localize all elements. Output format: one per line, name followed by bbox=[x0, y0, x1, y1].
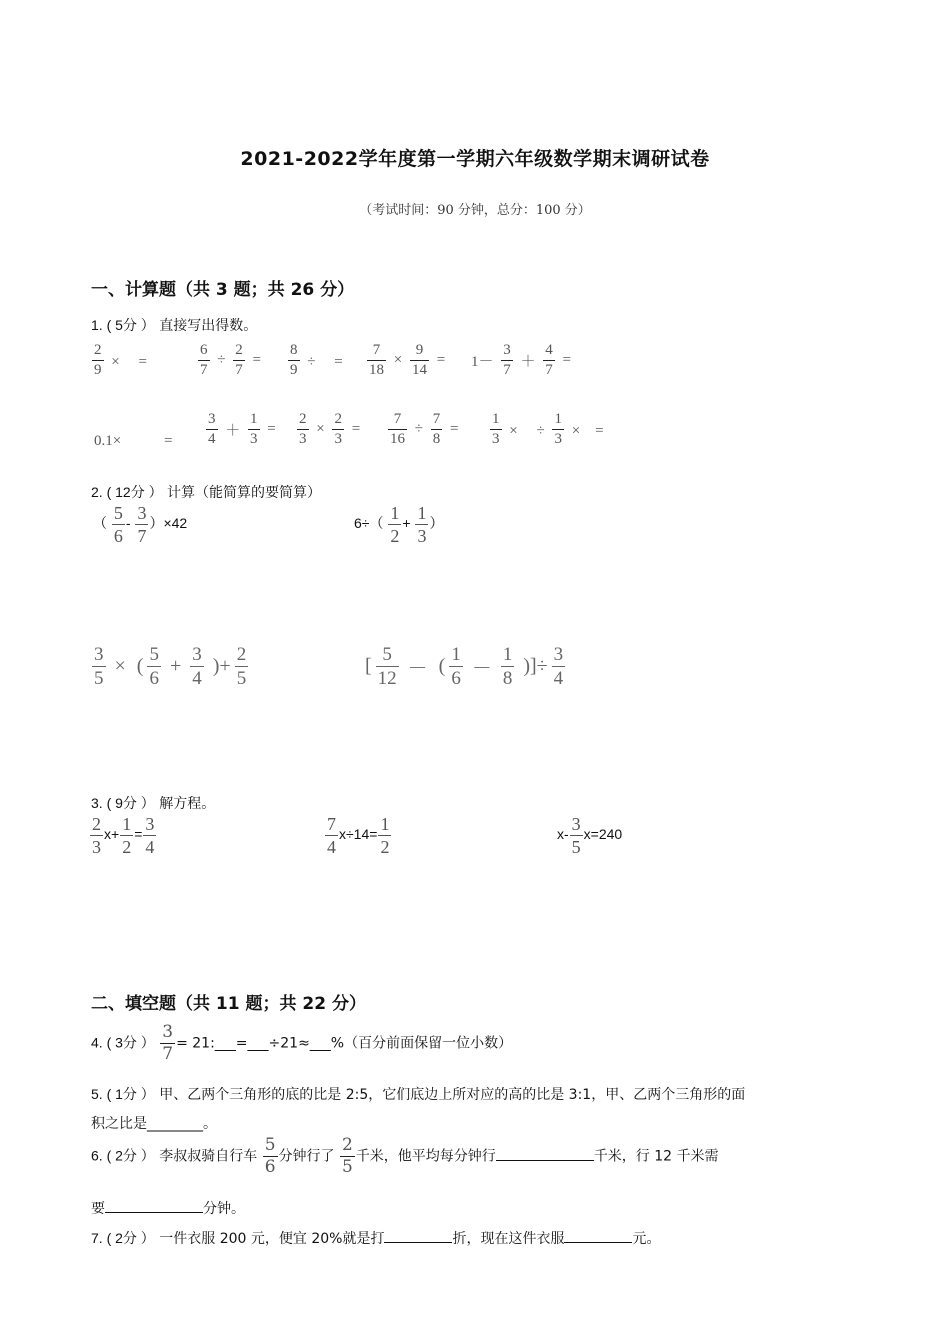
question-text: 甲、乙两个三角形的底的比是 2:5，它们底边上所对应的高的比是 3:1，甲、乙两个三角形的面 bbox=[159, 1087, 746, 1103]
numerator: 1 bbox=[492, 411, 500, 427]
operator: × bbox=[316, 421, 325, 437]
page-title: 2021-2022学年度第一学期六年级数学期末调研试卷 bbox=[240, 148, 710, 170]
denominator: 18 bbox=[369, 362, 384, 378]
paren-open: （ bbox=[93, 515, 107, 532]
numerator: 7 bbox=[327, 814, 336, 834]
numerator: 2 bbox=[334, 411, 342, 427]
denominator: 6 bbox=[451, 668, 461, 689]
denominator: 9 bbox=[94, 362, 102, 378]
denominator: 6 bbox=[149, 668, 159, 689]
numerator: 1 bbox=[250, 411, 258, 427]
paren-close: ） bbox=[429, 515, 444, 532]
denominator: 4 bbox=[327, 837, 336, 857]
answer-blank[interactable] bbox=[564, 1228, 632, 1243]
question-meta: 4. ( 3分 ） bbox=[91, 1034, 155, 1051]
denominator: 3 bbox=[417, 526, 427, 546]
equation-text: x÷14= bbox=[339, 826, 378, 843]
oral-item bbox=[296, 412, 363, 447]
equation-text: x+ bbox=[104, 826, 120, 843]
denominator: 3 bbox=[250, 431, 258, 447]
question-text: 要 bbox=[91, 1201, 105, 1217]
oral-item bbox=[91, 343, 150, 378]
calc-expression-2 bbox=[354, 504, 443, 545]
question-text: 解方程。 bbox=[159, 796, 216, 812]
oral-item bbox=[205, 412, 279, 447]
denominator: 9 bbox=[290, 362, 298, 378]
question-text: 直接写出得数。 bbox=[159, 318, 258, 334]
operator-text: × ÷ bbox=[509, 423, 545, 439]
exam-info: （考试时间：90 分钟，总分：100 分） bbox=[359, 203, 591, 218]
question-text: 一件衣服 200 元，便宜 20%就是打 bbox=[159, 1231, 385, 1247]
answer-blank[interactable] bbox=[105, 1198, 203, 1213]
prefix: 1－ bbox=[471, 354, 494, 370]
numerator: 2 bbox=[94, 342, 102, 358]
equals: = bbox=[562, 352, 571, 368]
question-text: = 21:___=___÷21≈___%（百分前面保留一位小数） bbox=[176, 1035, 513, 1052]
calc-expression-3 bbox=[91, 645, 249, 688]
question-text: 元。 bbox=[632, 1231, 661, 1247]
question-7 bbox=[91, 1228, 660, 1248]
denominator: 6 bbox=[113, 526, 123, 546]
question-meta: 5. ( 1分 ） bbox=[91, 1086, 155, 1102]
denominator: 3 bbox=[92, 837, 101, 857]
denominator: 7 bbox=[137, 526, 147, 546]
operator: ＋ bbox=[225, 423, 241, 439]
question-text: 分钟行了 bbox=[278, 1148, 335, 1165]
denominator: 7 bbox=[200, 362, 208, 378]
question-text: 计算（能简算的要简算） bbox=[167, 485, 322, 501]
numerator: 3 bbox=[145, 814, 155, 834]
equation-1 bbox=[89, 815, 157, 856]
numerator: 2 bbox=[92, 814, 101, 834]
answer-blank[interactable] bbox=[384, 1228, 452, 1243]
operator: － bbox=[407, 658, 428, 680]
equals: = bbox=[134, 826, 143, 843]
equals: = bbox=[449, 421, 459, 437]
oral-item bbox=[287, 343, 346, 378]
numerator: 7 bbox=[432, 411, 441, 427]
question-text: 千米，他平均每分钟行 bbox=[355, 1148, 496, 1165]
denominator: 16 bbox=[390, 431, 405, 447]
paren-close: )]÷ bbox=[523, 655, 548, 677]
numerator: 3 bbox=[553, 644, 564, 665]
equation-text: x- bbox=[557, 826, 569, 843]
oral-item bbox=[489, 412, 607, 447]
numerator: 1 bbox=[502, 644, 513, 665]
oral-item bbox=[468, 343, 574, 378]
denominator: 4 bbox=[553, 668, 564, 689]
numerator: 1 bbox=[451, 644, 461, 665]
equation-3 bbox=[557, 815, 622, 856]
equals: = bbox=[267, 421, 276, 437]
bracket-open: [ bbox=[365, 655, 372, 677]
numerator: 3 bbox=[192, 644, 202, 665]
denominator: 2 bbox=[380, 837, 390, 857]
equals: = bbox=[351, 421, 361, 437]
numerator: 5 bbox=[113, 503, 123, 523]
operator: × bbox=[114, 655, 126, 677]
denominator: 4 bbox=[208, 431, 216, 447]
numerator: 1 bbox=[417, 503, 427, 523]
operator-text: × = bbox=[571, 423, 604, 439]
question-6-continued bbox=[91, 1198, 245, 1218]
operator: ＋ bbox=[520, 354, 536, 370]
equation-text: x=240 bbox=[583, 826, 623, 843]
equals: = bbox=[252, 352, 261, 368]
denominator: 3 bbox=[554, 431, 562, 447]
equals: = bbox=[436, 352, 446, 368]
denominator: 3 bbox=[299, 431, 307, 447]
oral-item bbox=[387, 412, 461, 447]
numerator: 8 bbox=[290, 342, 298, 358]
question-5 bbox=[91, 1084, 745, 1104]
denominator: 8 bbox=[432, 431, 441, 447]
numerator: 7 bbox=[372, 342, 381, 358]
calc-expression-1 bbox=[93, 504, 187, 545]
numerator: 7 bbox=[393, 411, 402, 427]
denominator: 6 bbox=[264, 1157, 276, 1177]
denominator: 7 bbox=[162, 1044, 174, 1064]
oral-item bbox=[91, 433, 175, 450]
equation-2 bbox=[324, 815, 392, 856]
question-meta: 3. ( 9分 ） bbox=[91, 795, 155, 811]
question-text: 千米，行 12 千米需 bbox=[593, 1148, 719, 1165]
denominator: 4 bbox=[192, 668, 202, 689]
numerator: 6 bbox=[200, 342, 208, 358]
numerator: 3 bbox=[137, 503, 147, 523]
denominator: 7 bbox=[503, 362, 511, 378]
operator-text: ÷ = bbox=[307, 354, 343, 370]
denominator: 3 bbox=[334, 431, 342, 447]
numerator: 1 bbox=[380, 814, 390, 834]
section-heading-calculation: 一、计算题（共 3 题；共 26 分） bbox=[91, 280, 355, 300]
numerator: 3 bbox=[162, 1022, 174, 1042]
operator: + bbox=[402, 515, 411, 532]
paren-open: ( bbox=[136, 655, 144, 677]
numerator: 3 bbox=[571, 814, 581, 834]
question-1 bbox=[91, 315, 257, 335]
denominator: 3 bbox=[492, 431, 500, 447]
denominator: 5 bbox=[236, 668, 247, 689]
question-6 bbox=[91, 1137, 719, 1176]
numerator: 4 bbox=[545, 342, 553, 358]
numerator: 3 bbox=[503, 342, 511, 358]
question-4 bbox=[91, 1024, 512, 1063]
numerator: 5 bbox=[149, 644, 159, 665]
numerator: 9 bbox=[415, 342, 424, 358]
operator-text: × = bbox=[111, 354, 147, 370]
operator: - bbox=[125, 515, 131, 532]
section-heading-fill-blank: 二、填空题（共 11 题；共 22 分） bbox=[91, 994, 366, 1014]
paren-close: )+ bbox=[212, 655, 231, 677]
question-meta: 7. ( 2分 ） bbox=[91, 1230, 155, 1246]
answer-blank[interactable] bbox=[496, 1146, 594, 1161]
prefix: 0.1× bbox=[94, 433, 122, 450]
numerator: 5 bbox=[382, 644, 392, 665]
operator: ÷ bbox=[217, 352, 226, 368]
denominator: 12 bbox=[377, 668, 397, 689]
operator: + bbox=[169, 655, 182, 677]
question-text: 李叔叔骑自行车 bbox=[159, 1148, 258, 1165]
operator: ÷ bbox=[414, 421, 423, 437]
numerator: 1 bbox=[122, 814, 132, 834]
paren-open: ( bbox=[438, 655, 446, 677]
denominator: 5 bbox=[571, 837, 581, 857]
denominator: 7 bbox=[235, 362, 243, 378]
numerator: 3 bbox=[208, 411, 216, 427]
question-meta: 1. ( 5分 ） bbox=[91, 317, 155, 333]
numerator: 3 bbox=[94, 644, 104, 665]
numerator: 5 bbox=[264, 1135, 276, 1155]
calc-expression-4 bbox=[362, 645, 566, 688]
prefix: 6÷（ bbox=[354, 515, 384, 532]
question-text: 分钟。 bbox=[203, 1201, 245, 1217]
question-text: 折，现在这件衣服 bbox=[452, 1231, 565, 1247]
denominator: 2 bbox=[122, 837, 132, 857]
denominator: 2 bbox=[390, 526, 400, 546]
paren-close: ）×42 bbox=[149, 515, 188, 532]
denominator: 5 bbox=[341, 1157, 353, 1177]
question-2 bbox=[91, 482, 321, 502]
numerator: 2 bbox=[299, 411, 307, 427]
denominator: 8 bbox=[502, 668, 513, 689]
numerator: 2 bbox=[236, 644, 247, 665]
oral-item bbox=[366, 343, 448, 378]
denominator: 4 bbox=[145, 837, 155, 857]
denominator: 5 bbox=[94, 668, 104, 689]
operator: × bbox=[393, 352, 403, 368]
numerator: 2 bbox=[235, 342, 243, 358]
question-meta: 2. ( 12分 ） bbox=[91, 484, 163, 500]
denominator: 7 bbox=[545, 362, 553, 378]
equals: = bbox=[163, 433, 173, 450]
denominator: 14 bbox=[411, 362, 427, 378]
oral-item bbox=[197, 343, 264, 378]
question-meta: 6. ( 2分 ） bbox=[91, 1147, 155, 1164]
question-3 bbox=[91, 793, 215, 813]
numerator: 1 bbox=[390, 503, 400, 523]
numerator: 1 bbox=[554, 411, 562, 427]
numerator: 2 bbox=[341, 1135, 353, 1155]
question-5-continued: 积之比是________。 bbox=[91, 1116, 217, 1132]
operator: － bbox=[471, 658, 492, 680]
